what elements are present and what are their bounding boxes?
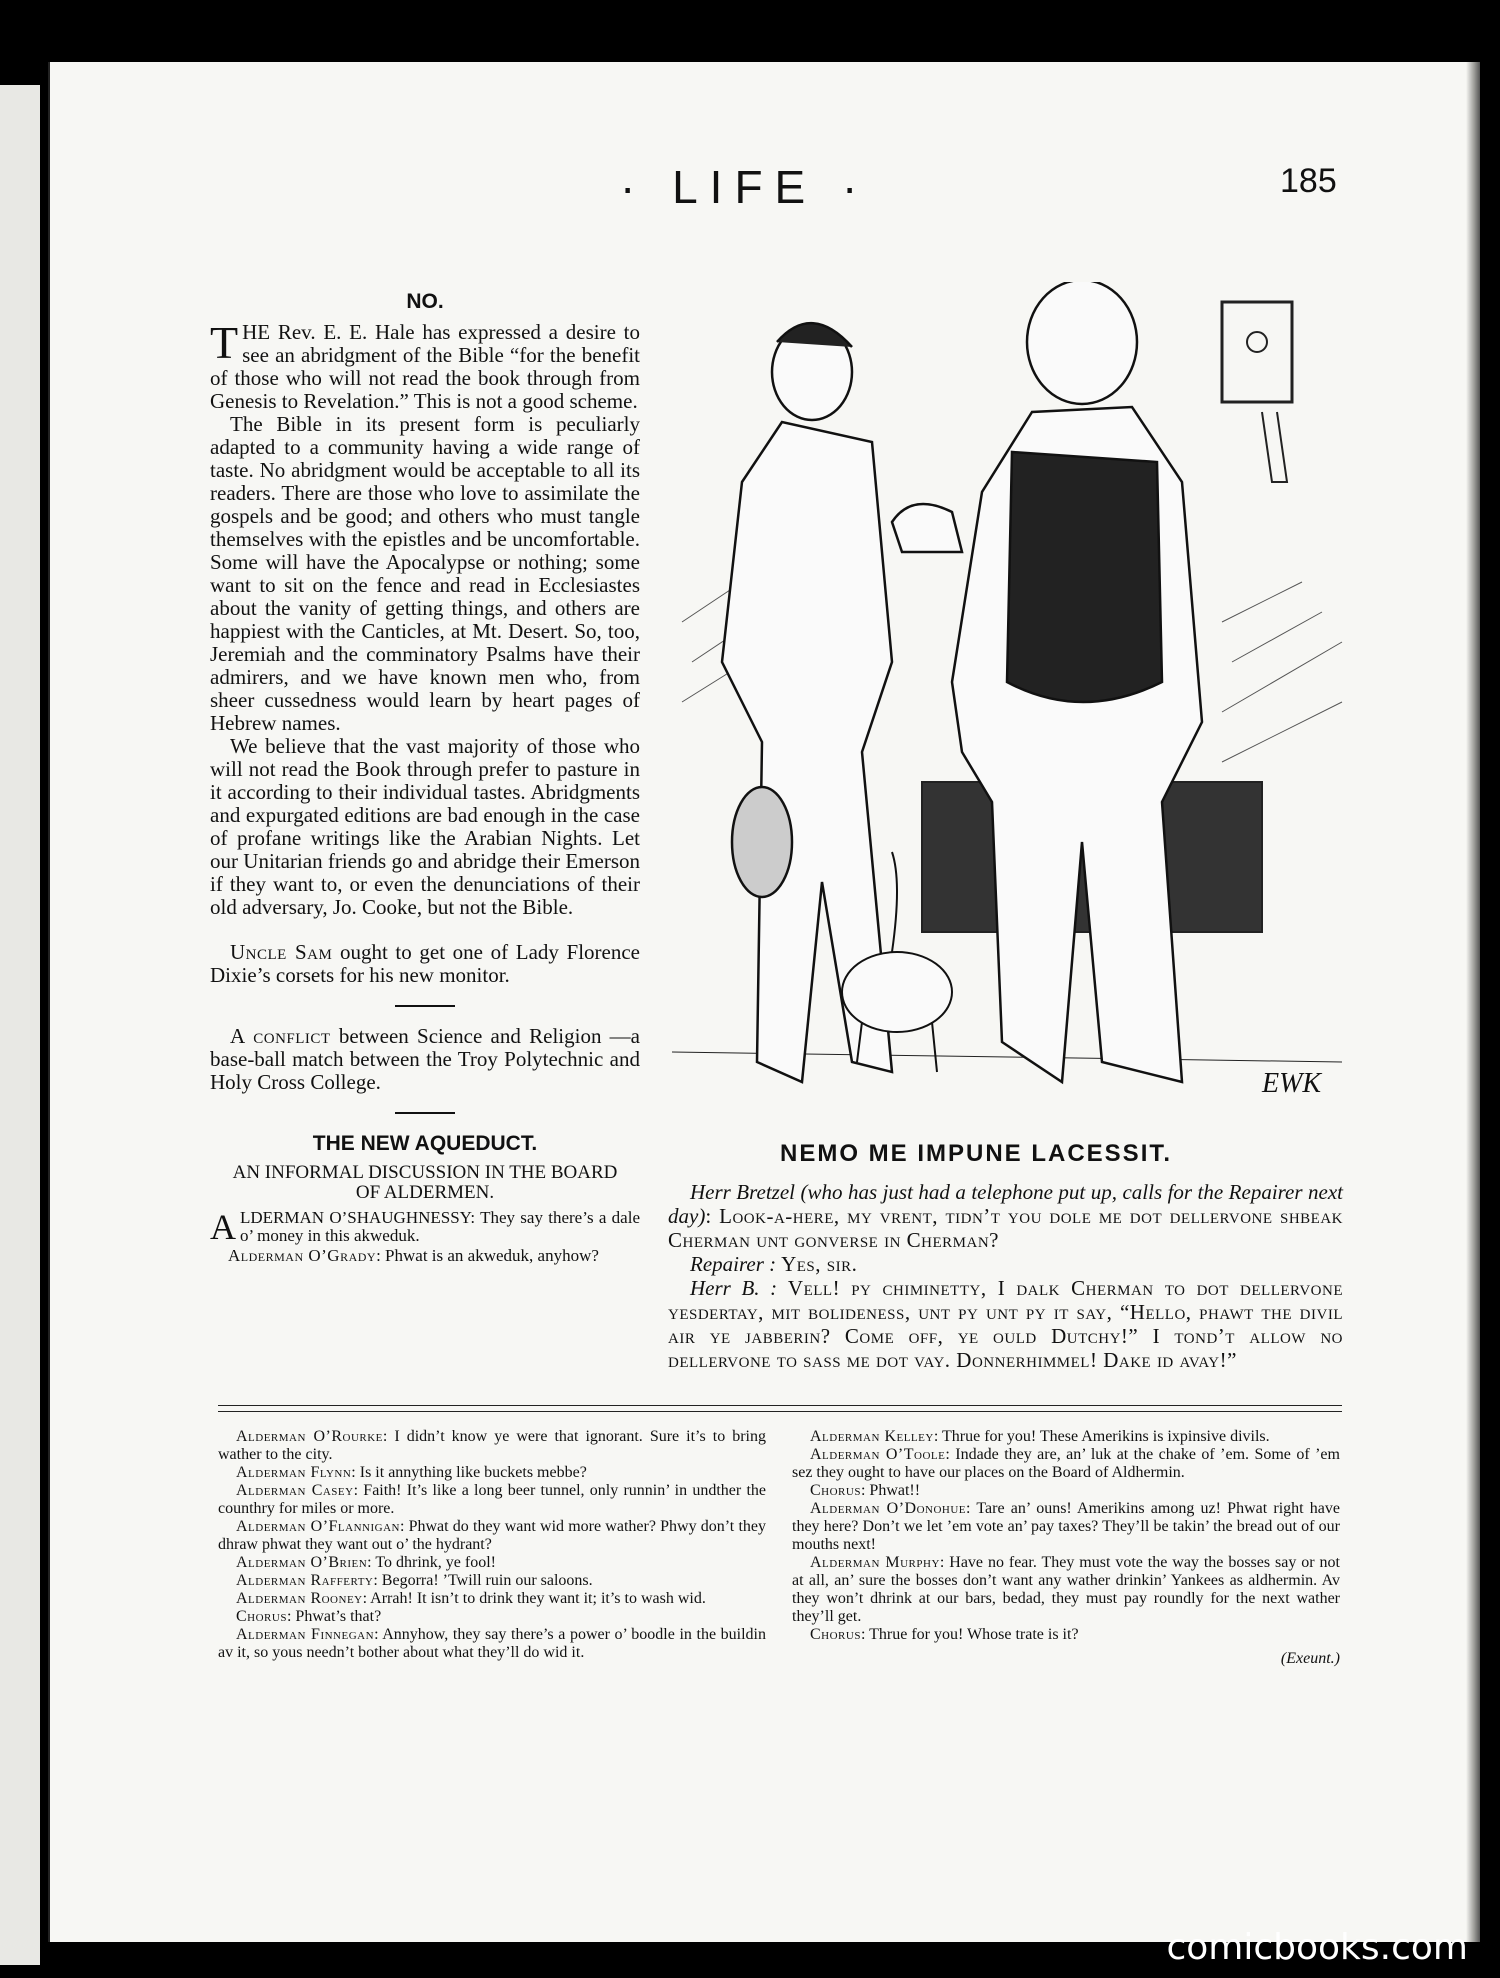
artist-signature: EWK [1262,1068,1322,1099]
section-rule [395,1005,455,1007]
dialogue-left-column [218,1428,766,1662]
article-no-paragraph-3: We believe that the vast majority of those who will not read the Book through prefer to pasture in it according to their individual tastes. Abridgments and expurgated editions are bad enough in the case of profane writings like the Arabian Nights. Let our Unitarian friends go and abridge their Emerson if they want to, or even the denunciations of their old adversary, Jo. Cooke, but not the Bible. [210,734,640,919]
dialogue-line: Alderman Rooney: Arrah! It isn’t to drink they want it; it’s to wash wid. [236,1590,706,1607]
dialogue-line: Alderman O’Rourke: I didn’t know ye were that ignorant. Sure it’s to bring wather to the city. [218,1428,766,1463]
article-no-paragraph-2: The Bible in its present form is peculiarly adapted to a community having a wide range of taste. No abridgment would be acceptable to all its readers. There are those who love to assimilate the gospels and be good; and others who must tangle themselves with the epistles and be uncomfortable. Some will have the Apocalypse or nothing; some want to sit on the fence and read in Ecclesiastes about the vanity of getting things, and others are happiest with the Canticles, at Mt. Desert. So, too, Jeremiah and the comminatory Psalms have their admirers, and we have known men who, from sheer cussedness would learn by heart pages of Hebrew names. [210,412,640,735]
book-spine [0,85,40,1965]
dialogue-line: Alderman Kelley: Thrue for you! These Amerikins is ixpinsive divils. [810,1428,1270,1445]
exeunt-note: (Exeunt.) [1280,1650,1340,1667]
double-rule-divider [218,1405,1342,1412]
dialogue-right-column [792,1428,1340,1668]
dialogue-line: Alderman Murphy: Have no fear. They must vote the way the bosses say or not at all, an’ sure the bosses don’t want any wather drinkin’ Yankees as aldhermin. Av they won’t dhrink at our bars, bedad, they must pay roundly for the next wather they’ll get. [792,1554,1340,1625]
cartoon-title: NEMO ME IMPUNE LACESSIT. [780,1140,1173,1167]
masthead-title: · LIFE · [620,161,870,213]
dialogue-line: Alderman O’Brien: To dhrink, ye fool! [236,1554,496,1571]
article-heading-no: NO. [406,290,444,313]
cartoon-illustration [662,282,1348,1132]
conflict-paragraph: A conflict between Science and Religion —a base-ball match between the Troy Polytechnic and Holy Cross College. [210,1024,640,1094]
aqueduct-subheading: AN INFORMAL DISCUSSION IN THE BOARD OF ALDERMEN. [232,1162,618,1203]
aqueduct-heading: THE NEW AQUEDUCT. [312,1132,538,1155]
dialogue-line: Alderman O’Toole: Indade they are, an’ luk at the chake of ’em. Some of ’em sez they ought to have our places on the Board of Aldhermin. [792,1446,1340,1481]
aqueduct-ogrady-line: Alderman O’Grady: Phwat is an akweduk, anyhow? [228,1246,599,1265]
dialogue-line: Alderman Flynn: Is it annything like buckets mebbe? [236,1464,587,1481]
page-number: 185 [1280,162,1337,200]
heavy-man-figure [892,282,1202,1082]
section-rule [395,1112,455,1114]
cartoon-caption: Herr Bretzel (who has just had a telephone put up, calls for the Repairer next day): Look-a-here, my vrent, tidn’t you dole me dot dellervone shbeak Cherman unt gonverse in Cherman? Repairer : Yes, sir. Herr B. : Vell! py chiminetty, I dalk Cherman to dot dellervone yesdertay, mit bolideness, unt py unt py it say, “Hello, phawt the divil air ye jabberin? Come off, ye ould Dutchy!” I tond’t allow no dellervone to sass me dot vay. Donnerhimmel! Dake id avay!” [668,1180,1344,1372]
dialogue-line: Chorus: Phwat!! [810,1482,921,1499]
aqueduct-opening: ALDERMAN O’SHAUGHNESSY: They say there’s a dale o’ money in this akweduk. [210,1207,640,1247]
dropcap: T [210,317,239,368]
site-watermark: comicbooks.com [1166,1927,1468,1968]
dialogue-line: Alderman Casey: Faith! It’s like a long beer tunnel, only runnin’ in undther the counthry for miles or more. [218,1482,766,1517]
dialogue-line: Alderman O’Flannigan: Phwat do they want wid more wather? Phwy don’t they dhraw phwat they want out o’ the hydrant? [218,1518,766,1553]
page-edge-shadow [1466,62,1480,1942]
left-column [210,290,640,1265]
dialogue-line: Alderman Finnegan: Annyhow, they say there’s a power o’ boodle in the buildin av it, so yous needn’t bother about what they’ll do wid it. [218,1626,766,1661]
dialogue-line: Alderman Rafferty: Begorra! ’Twill ruin our saloons. [236,1572,593,1589]
uncle-sam-paragraph: Uncle Sam ought to get one of Lady Florence Dixie’s corsets for his new monitor. [210,940,640,987]
article-no-paragraph-1: THE Rev. E. E. Hale has expressed a desire to see an abridgment of the Bible “for the benefit of those who will not read the book through from Genesis to Revelation.” This is not a good scheme. [210,317,640,413]
dialogue-line: Alderman O’Donohue: Tare an’ ouns! Amerikins among uz! Phwat right have they here? Don’t we let ’em vote an’ pay taxes? They’ll be takin’ the bread out of our mouths next! [792,1500,1340,1553]
dialogue-line: Chorus: Phwat’s that? [236,1608,382,1625]
dialogue-line: Chorus: Thrue for you! Whose trate is it? [810,1626,1079,1643]
